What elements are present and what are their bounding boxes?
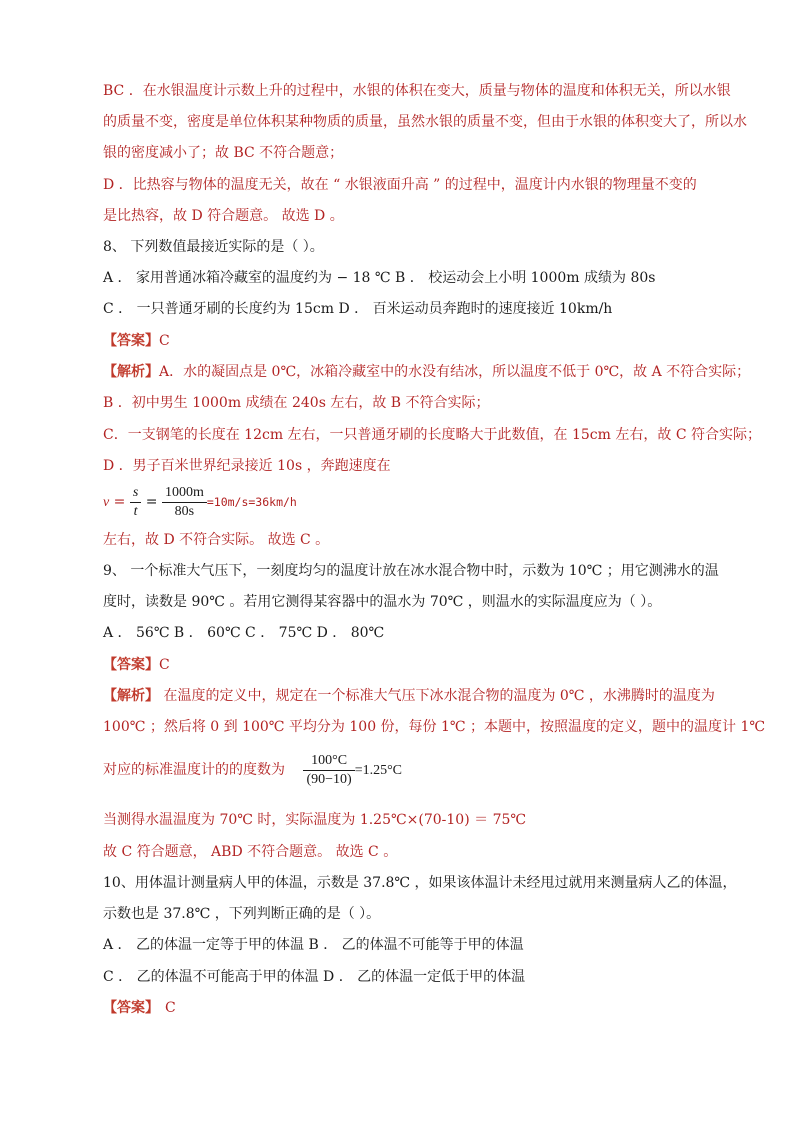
formula-fraction-values <box>162 484 207 521</box>
formula-var-v: v <box>103 495 110 510</box>
question-10: 示数也是 37.8℃ ，下列判断正确的是（ ）。 <box>103 906 381 922</box>
text-line: BC ．在水银温度计示数上升的过程中，水银的体积在变大，质量与物体的温度和体积无关，所以水银 <box>103 83 731 99</box>
text-line: 是比热容，故 D 符合题意。 故选 D 。 <box>103 208 344 224</box>
answer-label: 【答案】 <box>103 657 159 673</box>
formula-fraction-st <box>130 484 141 521</box>
explanation-8-line: B ．初中男生 1000m 成绩在 240s 左右，故 B 不符合实际； <box>103 395 490 411</box>
formula-result: =1.25°C <box>354 763 403 778</box>
text-line: 的质量不变，密度是单位体积某种物质的质量，虽然水银的质量不变，但由于水银的体积变大了，所以水 <box>103 114 747 130</box>
question-8-options-cd: C ． 一只普通牙刷的长度约为 15cm D ． 百米运动员奔跑时的速度接近 10km/h <box>103 301 613 317</box>
answer-label: 【答案】 <box>103 333 159 349</box>
answer-value: C <box>159 333 170 349</box>
answer-value: C <box>165 1000 176 1016</box>
formula-equals: = <box>113 494 126 510</box>
explanation-text: 对应的标准温度计的的度数为 <box>103 762 285 778</box>
explanation-label: 【解析】 <box>103 364 159 380</box>
formula-equals: = <box>145 494 158 510</box>
explanation-9-line: 当测得水温温度为 70℃ 时，实际温度为 1.25℃×(70-10) ＝ 75℃ <box>103 812 527 828</box>
question-8: 8、 下列数值最接近实际的是（ ）。 <box>103 239 324 255</box>
explanation-9-line: 100℃ ；然后将 0 到 100℃ 平均分为 100 份，每份 1℃ ；本题中，按照温度的定义，题中的温度计 1℃ <box>103 719 766 735</box>
fraction-denominator: 80s <box>174 503 195 519</box>
explanation-8-line <box>103 362 750 382</box>
fraction-denominator: (90−10) <box>306 771 352 787</box>
fraction-denominator: t <box>133 503 138 519</box>
question-8-options-ab: A ． 家用普通冰箱冷藏室的温度约为 − 18 ℃ B ． 校运动会上小明 1000m 成绩为 80s <box>103 270 656 286</box>
question-9-options: A ． 56℃ B ． 60℃ C ． 75℃ D ． 80℃ <box>103 625 385 641</box>
question-10-options-cd: C ． 乙的体温不可能高于甲的体温 D ． 乙的体温一定低于甲的体温 <box>103 969 526 985</box>
explanation-label: 【解析】 <box>103 688 159 704</box>
answer-label: 【答案】 <box>103 1000 159 1016</box>
question-10-options-ab: A ． 乙的体温一定等于甲的体温 B ． 乙的体温不可能等于甲的体温 <box>103 937 524 953</box>
answer-9 <box>103 655 170 675</box>
answer-8 <box>103 331 170 351</box>
explanation-9-line: 故 C 符合题意， ABD 不符合题意。 故选 C 。 <box>103 844 398 860</box>
explanation-8-line: D ．男子百米世界纪录接近 10s ，奔跑速度在 <box>103 458 391 474</box>
explanation-9-line <box>103 686 715 706</box>
formula-speed <box>103 482 297 522</box>
explanation-8-line: C．一支钢笔的长度在 12cm 左右，一只普通牙刷的长度略大于此数值，在 15cm 左右，故 C 符合实际； <box>103 427 761 443</box>
answer-10 <box>103 998 176 1018</box>
explanation-text: 在温度的定义中，规定在一个标准大气压下冰水混合物的温度为 0℃ ，水沸腾时的温度为 <box>159 688 715 704</box>
text-line: 银的密度减小了；故 BC 不符合题意； <box>103 145 344 161</box>
fraction-numerator: 100°C <box>303 752 354 771</box>
question-9: 9、 一个标准大气压下，一刻度均匀的温度计放在冰水混合物中时，示数为 10℃ ；用它测沸水的温 <box>103 563 719 579</box>
formula-result: =10m/s=36km/h <box>206 495 297 509</box>
fraction-numerator: s <box>130 484 141 503</box>
formula-fraction-temp <box>303 752 354 789</box>
explanation-9-formula <box>103 748 402 792</box>
answer-value: C <box>159 657 170 673</box>
explanation-text: A．水的凝固点是 0℃，冰箱冷藏室中的水没有结冰，所以温度不低于 0℃，故 A 不符合实际； <box>159 364 751 380</box>
explanation-8-line: 左右，故 D 不符合实际。 故选 C 。 <box>103 532 330 548</box>
fraction-numerator: 1000m <box>162 484 207 503</box>
question-10: 10、用体温计测量病人甲的体温，示数是 37.8℃ ，如果该体温计未经甩过就用来测量病人乙的体温， <box>103 875 737 891</box>
text-line: D ．比热容与物体的温度无关，故在 “ 水银液面升高 ” 的过程中，温度计内水银的物理量不变的 <box>103 177 697 193</box>
question-9: 度时，读数是 90℃ 。若用它测得某容器中的温水为 70℃ ，则温水的实际温度应为（ ）。 <box>103 594 662 610</box>
